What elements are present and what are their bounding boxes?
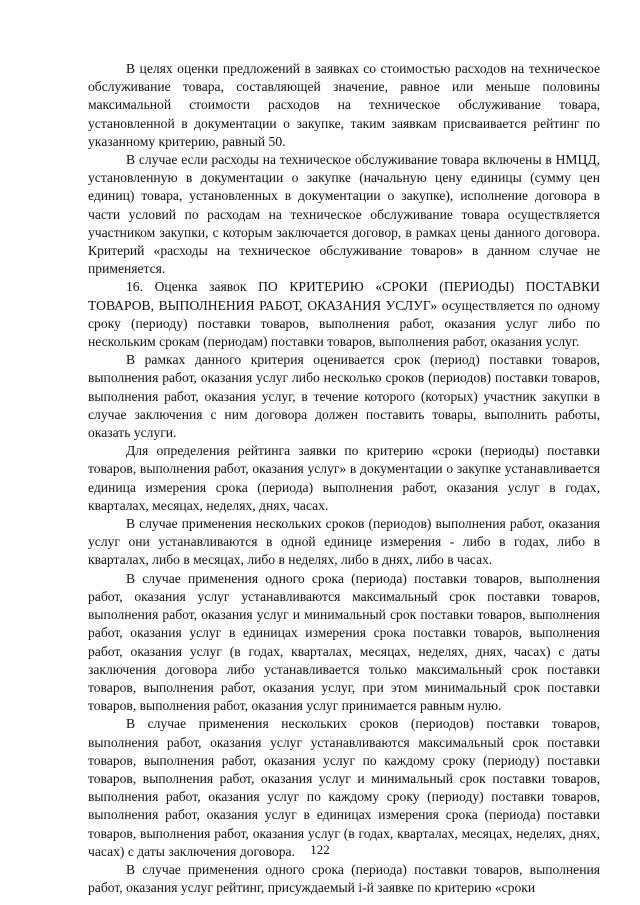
paragraph-4: В рамках данного критерия оценивается срок (период) поставки товаров, выполнения работ, оказания услуг либо несколько сроков (периодов) поставки товаров, выполнения работ, оказания услуг, в течение которого (которых) участник закупки в случае заключения с ним договора должен поставить товары, выполнить работы, оказать услуги. (88, 352, 600, 441)
page-number: 122 (310, 842, 330, 857)
paragraph-9: В случае применения одного срока (периода) поставки товаров, выполнения работ, оказания услуг рейтинг, присуждаемый i-й заявке по критерию «сроки (88, 861, 600, 896)
paragraph-6: В случае применения нескольких сроков (периодов) выполнения работ, оказания услуг они устанавливаются в одной единице измерения - либо в годах, либо в кварталах, либо в месяцах, либо в неделях, либо в днях, либо в часах. (88, 516, 600, 568)
paragraph-1: В целях оценки предложений в заявках со стоимостью расходов на техническое обслуживание товара, составляющей значение, равное или меньше половины максимальной стоимости расходов на техническое обслуживание товара, установленной в документации о закупке, таким заявкам присваивается рейтинг по указанному критерию, равный 50. (88, 61, 600, 149)
paragraph-2: В случае если расходы на техническое обслуживание товара включены в НМЦД, установленную в документации о закупке (начальную цену единицы (сумму цен единиц) товара, установленных в документации о закупке), исполнение договора в части условий по расходам на техническое обслуживание товара осуществляется участником закупки, с которым заключается договор, в рамках цены данного договора. Критерий «расходы на техническое обслуживание товаров» в данном случае не применяется. (88, 152, 600, 277)
paragraph-8: В случае применения нескольких сроков (периодов) поставки товаров, выполнения работ, оказания услуг устанавливаются максимальный срок поставки товаров, выполнения работ, оказания услуг по каждому сроку (периоду) поставки товаров, выполнения работ, оказания услуг и минимальный срок поставки товаров, выполнения работ, оказания услуг по каждому сроку (периоду) поставки товаров, выполнения работ, оказания услуг в единицах измерения срока (периода) поставки товаров, выполнения работ, оказания услуг (в годах, кварталах, месяцах, неделях, днях, часах) с даты заключения договора. (88, 716, 600, 859)
paragraph-5: Для определения рейтинга заявки по критерию «сроки (периоды) поставки товаров, выполнения работ, оказания услуг» в документации о закупке устанавливается единица измерения срока (периода) выполнения работ, оказания услуг в годах, кварталах, месяцах, неделях, днях, часах. (88, 443, 600, 513)
document-page (88, 60, 600, 897)
paragraph-3: 16. Оценка заявок ПО КРИТЕРИЮ «СРОКИ (ПЕРИОДЫ) ПОСТАВКИ ТОВАРОВ, ВЫПОЛНЕНИЯ РАБОТ, ОКАЗАНИЯ УСЛУГ» осуществляется по одному сроку (периоду) поставки товаров, выполнения работ, оказания услуг либо по нескольким срокам (периодам) поставки товаров, выполнения работ, оказания услуг. (88, 279, 600, 350)
paragraph-7: В случае применения одного срока (периода) поставки товаров, выполнения работ, оказания услуг устанавливаются максимальный срок поставки товаров, выполнения работ, оказания услуг и минимальный срок поставки товаров, выполнения работ, оказания услуг в единицах измерения срока поставки товаров, выполнения работ, оказания услуг (в годах, кварталах, месяцах, неделях, днях, часах) с даты заключения договора либо устанавливается только максимальный срок поставки товаров, выполнения работ, оказания услуг, при этом минимальный срок поставки товаров, выполнения работ, оказания услуг принимается равным нулю. (88, 570, 600, 714)
